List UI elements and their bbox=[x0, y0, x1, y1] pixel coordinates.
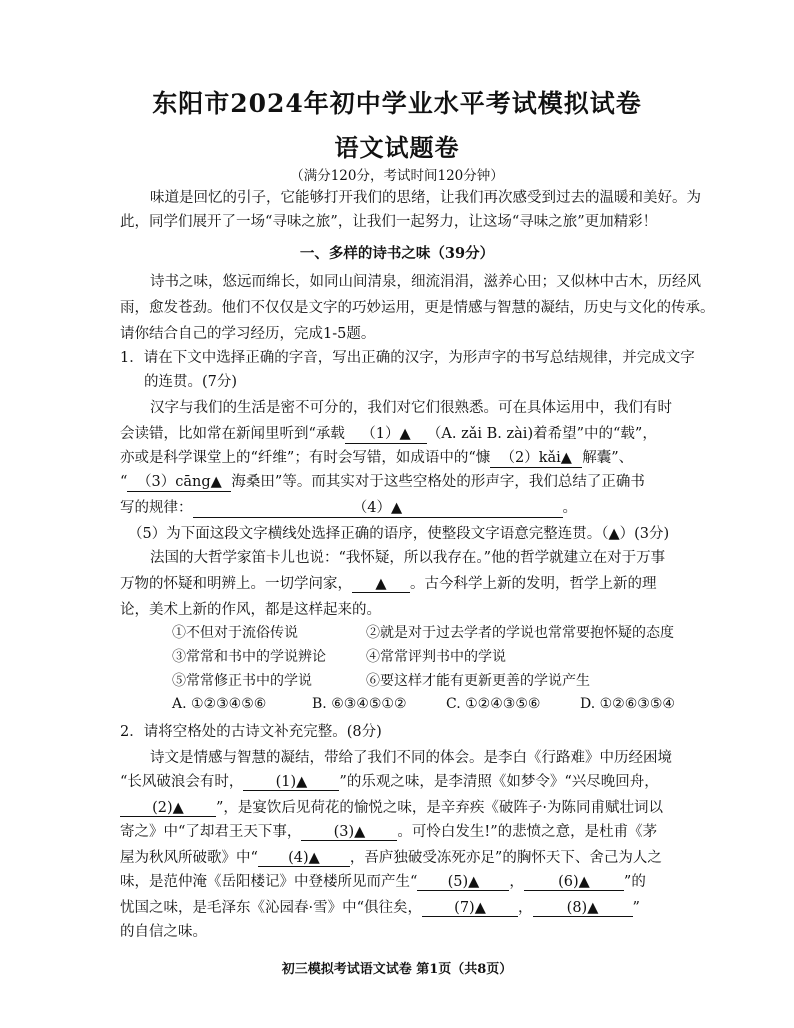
question-1-stem: 1．请在下文中选择正确的字音，写出正确的汉字，为形声字的书写总结规律，并完成文字 bbox=[120, 350, 695, 366]
poem-blank-3[interactable]: (3)▲ bbox=[301, 824, 397, 841]
choice-c[interactable]: C. ①②④③⑤⑥ bbox=[446, 696, 541, 712]
question-1-stem: 的连贯。(7分) bbox=[144, 374, 238, 390]
question-1-sub5: （5）为下面这段文字横线处选择正确的语序，使整段文字语意完整连贯。（▲）(3分) bbox=[128, 526, 670, 542]
poem-blank-1[interactable]: (1)▲ bbox=[243, 774, 339, 791]
sentence-option: ⑤常常修正书中的学说 bbox=[172, 673, 312, 689]
question-1-passage-line: 亦或是科学课堂上的“纤维”；有时会写错，如成语中的“慷 （2）kǎi▲ 解囊”、 bbox=[120, 446, 680, 468]
answer-blank-2[interactable]: （2）kǎi▲ bbox=[490, 446, 582, 468]
sentence-option: ③常常和书中的学说辨论 bbox=[172, 649, 326, 665]
answer-blank-4[interactable]: （4）▲ bbox=[193, 496, 563, 518]
poem-line: 味，是范仲淹《岳阳楼记》中登楼所见而产生“ (5)▲ ， (6)▲ ”的 bbox=[120, 874, 646, 890]
question-2-stem: 2．请将空格处的古诗文补充完整。(8分) bbox=[120, 724, 382, 740]
poem-blank-4[interactable]: (4)▲ bbox=[258, 850, 350, 867]
poem-line: 屋为秋风所破歌》中“ (4)▲ ，吾庐独破受冻死亦足”的胸怀天下、舍己为人之 bbox=[120, 850, 662, 866]
exam-subtitle: 语文试题卷 bbox=[334, 133, 460, 162]
choice-d[interactable]: D. ①②⑥③⑤④ bbox=[580, 696, 675, 712]
question-1-passage-line: “ （3）cāng▲ 海桑田”等。而其实对于这些空格处的形声字，我们总结了正确书 bbox=[120, 470, 680, 492]
section-title: 一、多样的诗书之味（39分） bbox=[299, 245, 495, 262]
exam-info: （满分120分，考试时间120分钟） bbox=[290, 168, 504, 184]
intro-line: 此，同学们展开了一场“寻味之旅”，让我们一起努力，让这场“寻味之旅”更加精彩！ bbox=[120, 214, 658, 230]
sentence-option: ④常常评判书中的学说 bbox=[366, 649, 506, 665]
answer-blank-5[interactable]: ▲ bbox=[352, 576, 410, 593]
choice-a[interactable]: A. ①②③④⑤⑥ bbox=[172, 696, 267, 712]
poem-blank-6[interactable]: (6)▲ bbox=[524, 874, 624, 891]
poem-blank-7[interactable]: (7)▲ bbox=[422, 900, 518, 917]
quote-passage-line: 万物的怀疑和明辨上。一切学问家， ▲ 。古今科学上新的发明，哲学上新的理 bbox=[120, 576, 657, 592]
poem-line: 忧国之味，是毛泽东《沁园春·雪》中“俱往矣， (7)▲ ， (8)▲ ” bbox=[120, 900, 640, 916]
poem-blank-5[interactable]: (5)▲ bbox=[417, 874, 509, 891]
quote-passage-line: 法国的大哲学家笛卡儿也说：“我怀疑，所以我存在。”他的哲学就建立在对于万事 bbox=[150, 550, 666, 566]
section-intro-line: 诗书之味，悠远而绵长，如同山间清泉，细流涓涓，滋养心田；又似林中古木，历经风 bbox=[150, 274, 701, 290]
poem-line: 寄之》中“了却君王天下事， (3)▲ 。可怜白发生!”的悲愤之意，是杜甫《茅 bbox=[120, 824, 658, 840]
question-1-passage-line: 汉字与我们的生活是密不可分的，我们对它们很熟悉。可在具体运用中，我们有时 bbox=[150, 400, 672, 416]
poem-line: (2)▲ ”，是宴饮后见荷花的愉悦之味，是辛弃疾《破阵子·为陈同甫赋壮词以 bbox=[120, 796, 680, 817]
intro-line: 味道是回忆的引子，它能够打开我们的思绪，让我们再次感受到过去的温暖和美好。为 bbox=[150, 190, 701, 206]
quote-passage-line: 论，美术上新的作风，都是这样起来的。 bbox=[120, 602, 381, 618]
poem-blank-8[interactable]: (8)▲ bbox=[533, 900, 633, 917]
question-1-passage-line: 写的规律： （4）▲ 。 bbox=[120, 496, 680, 518]
poem-blank-2[interactable]: (2)▲ bbox=[120, 800, 216, 817]
section-intro-line: 雨，愈发苍劲。他们不仅仅是文字的巧妙运用，更是情感与智慧的凝结，历史与文化的传承。 bbox=[120, 300, 715, 316]
page-footer: 初三模拟考试语文试卷 第1页（共8页） bbox=[281, 962, 513, 977]
sentence-option: ⑥要这样才能有更新更善的学说产生 bbox=[366, 673, 590, 689]
poem-line: 诗文是情感与智慧的凝结，带给了我们不同的体会。是李白《行路难》中历经困境 bbox=[150, 750, 672, 766]
section-intro-line: 请你结合自己的学习经历，完成1-5题。 bbox=[120, 326, 376, 342]
poem-line: “长风破浪会有时， (1)▲ ”的乐观之味，是李清照《如梦令》“兴尽晚回舟， bbox=[120, 774, 659, 790]
question-1-passage-line: 会读错，比如常在新闻里听到“承载 （1）▲ （A. zǎi B. zài)着希望”中的“载”， bbox=[120, 422, 680, 444]
answer-blank-3[interactable]: （3）cāng▲ bbox=[127, 470, 231, 492]
poem-line: 的自信之味。 bbox=[120, 924, 207, 940]
sentence-option: ①不但对于流俗传说 bbox=[172, 625, 298, 641]
choice-b[interactable]: B. ⑥③④⑤①② bbox=[312, 696, 407, 712]
exam-title: 东阳市2024年初中学业水平考试模拟试卷 bbox=[152, 89, 642, 118]
answer-blank-1[interactable]: （1）▲ bbox=[345, 422, 427, 444]
sentence-option: ②就是对于过去学者的学说也常常要抱怀疑的态度 bbox=[366, 625, 674, 641]
